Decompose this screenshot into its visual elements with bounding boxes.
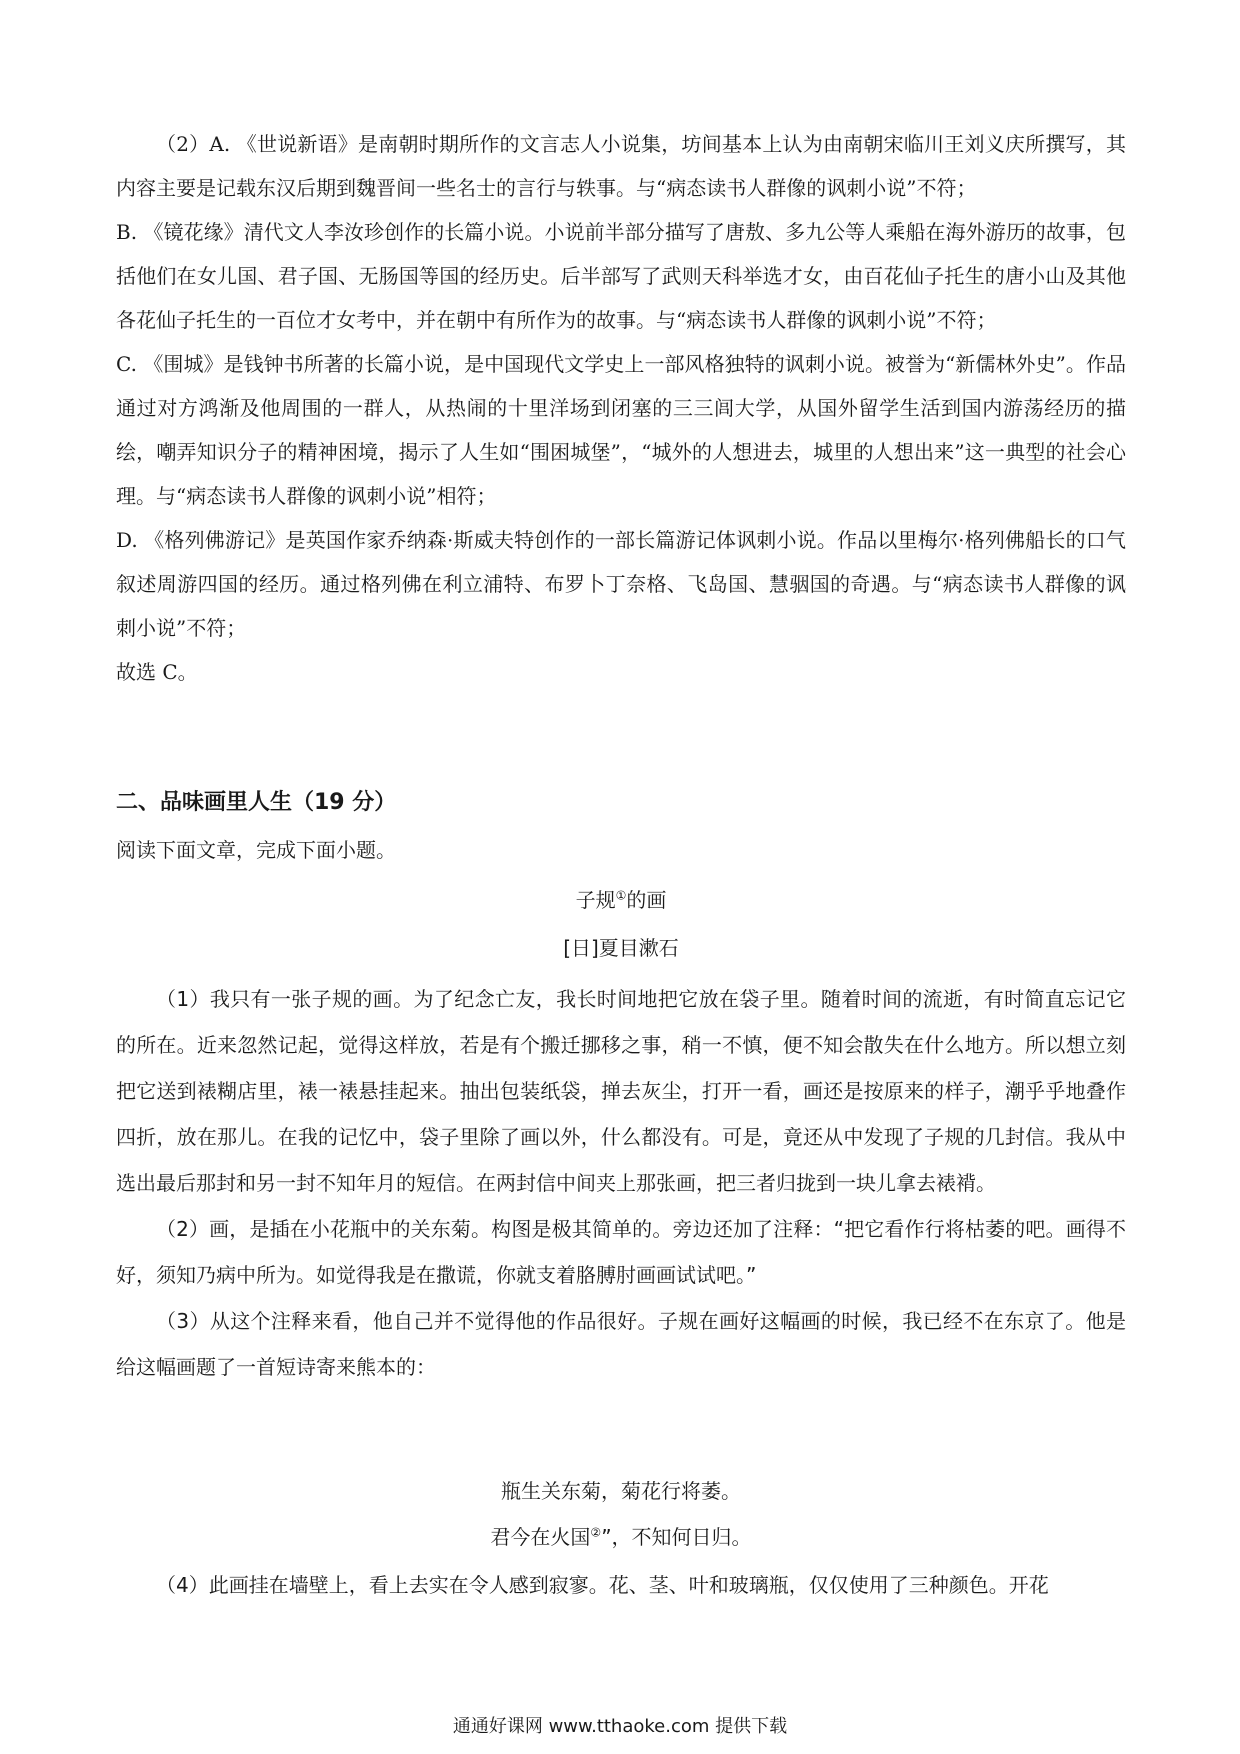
article-title [116,880,1126,920]
article-body [116,976,1126,1390]
answer-option-b: B. 《镜花缘》清代文人李汝珍创作的长篇小说。小说前半部分描写了唐敖、多九公等人乘船在海外游历的故事，包括他们在女儿国、君子国、无肠国等国的经历史。后半部写了武则天科举选才女，由百花仙子托生的唐小山及其他各花仙子托生的一百位才女考中，并在朝中有所作为的故事。与“病态读书人群像的讽刺小说”不符； [116,220,1126,332]
poem-line-1: 瓶生关东菊，菊花行将萎。 [501,1479,741,1503]
poem-line-2 [116,1514,1126,1560]
poem-line-2-start: 君今在火国 [490,1525,591,1549]
article-title-tail: 的画 [626,888,667,912]
article-paragraph-1: （1）我只有一张子规的画。为了纪念亡友，我长时间地把它放在袋子里。随着时间的流逝，有时简直忘记它的所在。近来忽然记起，觉得这样放，若是有个搬迁挪移之事，稍一不慎，便不知会散失在什么地方。所以想立刻把它送到裱糊店里，裱一裱悬挂起来。抽出包装纸袋，掸去灰尘，打开一看，画还是按原来的样子，潮乎乎地叠作四折，放在那儿。在我的记忆中，袋子里除了画以外，什么都没有。可是，竟还从中发现了子规的几封信。我从中选出最后那封和另一封不知年月的短信。在两封信中间夹上那张画，把三者归拢到一块儿拿去裱褙。 [116,987,1126,1195]
answer-option-c: C. 《围城》是钱钟书所著的长篇小说，是中国现代文学史上一部风格独特的讽刺小说。被誉为“新儒林外史”。作品通过对方鸿渐及他周围的一群人，从热闹的十里洋场到闭塞的三三闾大学，从国外留学生活到国内游荡经历的描绘，嘲弄知识分子的精神困境，揭示了人生如“围困城堡”，“城外的人想进去，城里的人想出来”这一典型的社会心理。与“病态读书人群像的讽刺小说”相符； [116,352,1126,508]
article-paragraph-3: （3）从这个注释来看，他自己并不觉得他的作品很好。子规在画好这幅画的时候，我已经不在东京了。他是给这幅画题了一首短诗寄来熊本的： [116,1309,1126,1379]
answer-conclusion: 故选 C。 [116,660,198,684]
article-author: [日]夏目漱石 [563,936,679,960]
answer-option-a: （2）A. 《世说新语》是南朝时期所作的文言志人小说集，坊间基本上认为由南朝宋临川王刘义庆所撰写，其内容主要是记载东汉后期到魏晋间一些名士的言行与轶事。与“病态读书人群像的讽刺小说”不符； [116,132,1126,200]
footnote-marker-1: ① [615,888,627,903]
article-title-main: 子规 [575,888,616,912]
section-instruction: 阅读下面文章，完成下面小题。 [116,838,396,862]
article-body-continued [116,1562,1126,1608]
poem-line-2-end: ”，不知何日归。 [601,1525,752,1549]
footnote-marker-2: ② [590,1525,602,1540]
section-title: 二、品味画里人生（19 分） [116,790,397,815]
article-paragraph-4: （4）此画挂在墙壁上，看上去实在令人感到寂寥。花、茎、叶和玻璃瓶，仅仅使用了三种颜色。开花 [156,1573,1049,1597]
answer-option-d: D. 《格列佛游记》是英国作家乔纳森·斯威夫特创作的一部长篇游记体讽刺小说。作品以里梅尔·格列佛船长的口气叙述周游四国的经历。通过格列佛在利立浦特、布罗卜丁奈格、飞岛国、慧骃国的奇遇。与“病态读书人群像的讽刺小说”不符； [116,528,1126,640]
page-footer: 通通好课网 www.tthaoke.com 提供下载 [452,1716,788,1737]
article-paragraph-2: （2）画，是插在小花瓶中的关东菊。构图是极其简单的。旁边还加了注释：“把它看作行将枯萎的吧。画得不好，须知乃病中所为。如觉得我是在撒谎，你就支着胳膊肘画画试试吧。” [116,1217,1126,1287]
answer-explanation-block [116,122,1126,694]
